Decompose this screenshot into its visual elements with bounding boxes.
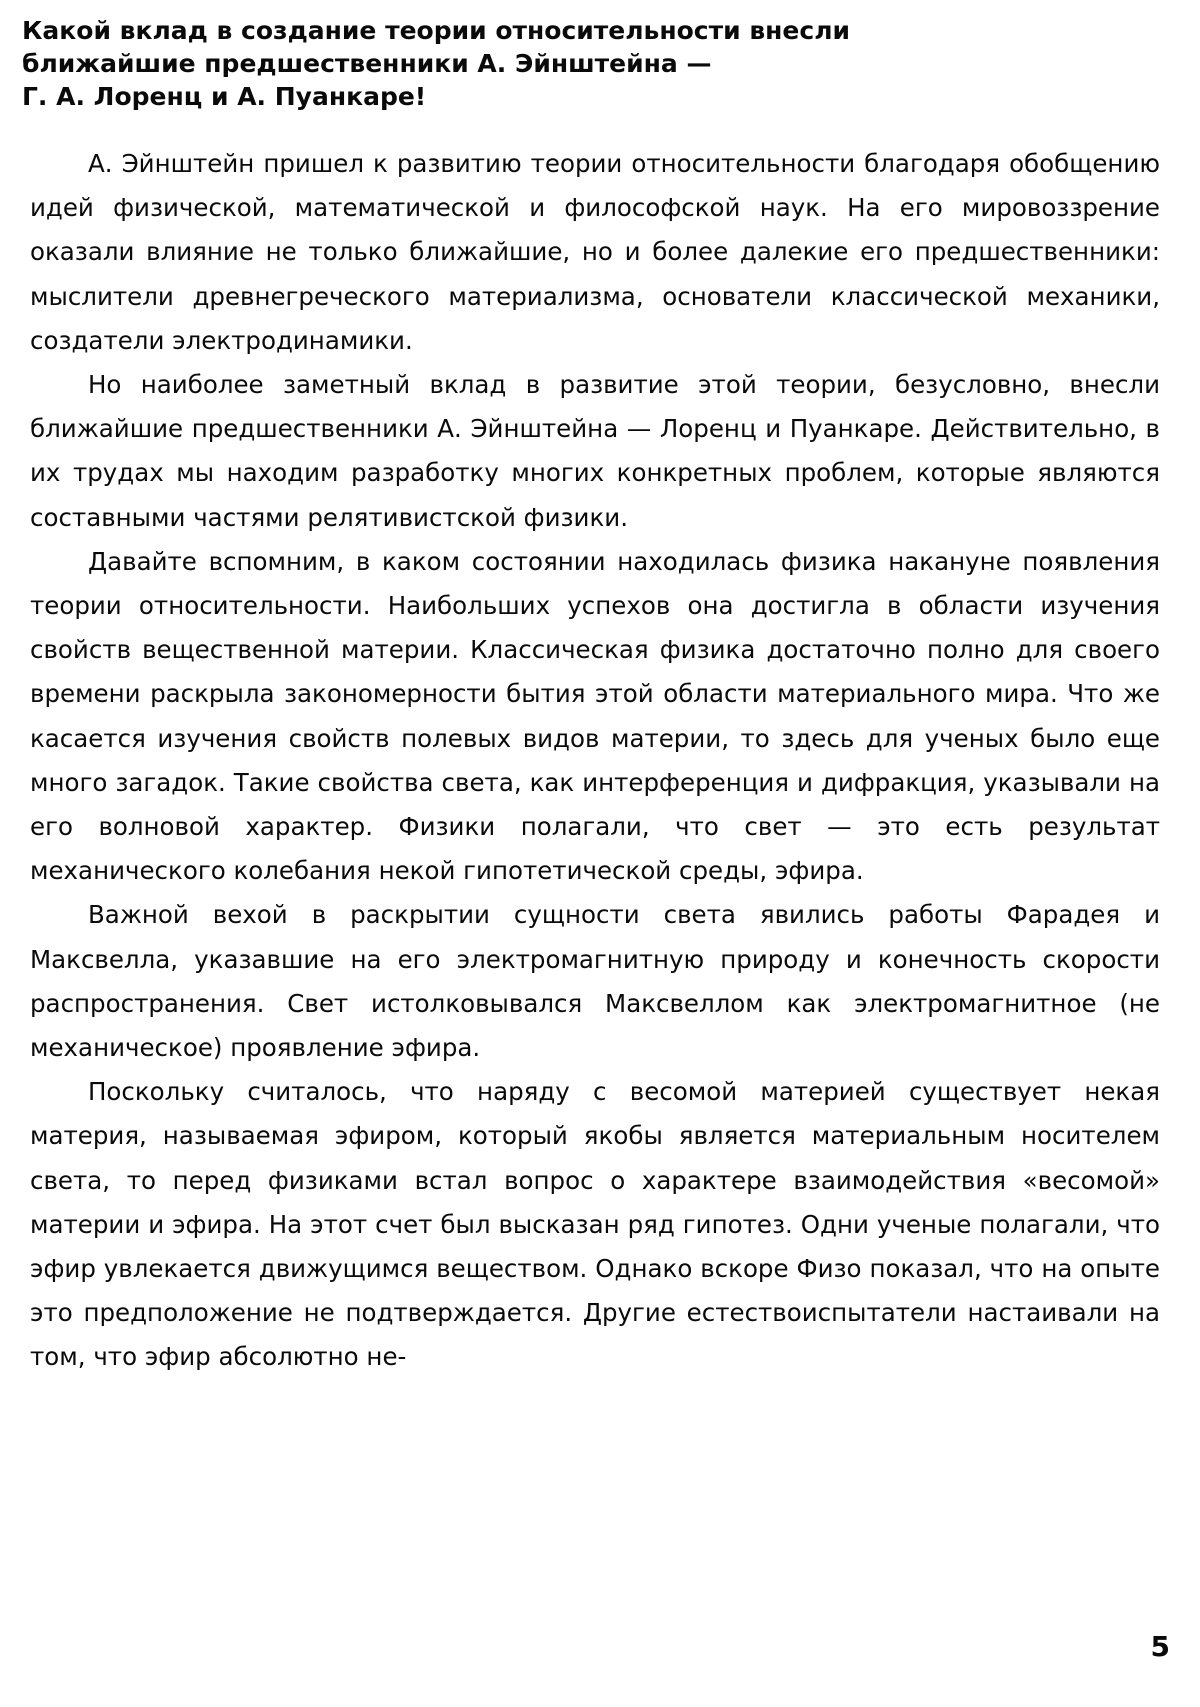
paragraph-2: Но наиболее заметный вклад в развитие этой теории, безусловно, внесли ближайшие предшественники А. Эйнштейна — Лоренц и Пуанкаре. Действительно, в их трудах мы находим разработку многих конкретных проблем, которые являются составными частями релятивистской физики. (30, 370, 1160, 532)
body-text (30, 142, 1160, 1380)
section-heading (22, 14, 1022, 113)
page-number: 5 (1150, 1630, 1170, 1663)
paragraph-3: Давайте вспомним, в каком состоянии находилась физика накануне появления теории относительности. Наибольших успехов она достигла в области изучения свойств вещественной материи. Классическая физика достаточно полно для своего времени раскрыла закономерности бытия этой области материального мира. Что же касается изучения свойств полевых видов материи, то здесь для ученых было еще много загадок. Такие свойства света, как интерференция и дифракция, указывали на его волновой характер. Физики полагали, что свет — это есть результат механического колебания некой гипотетической среды, эфира. (30, 546, 1160, 886)
heading-line-1: Какой вклад в создание теории относительности внесли (22, 16, 851, 45)
paragraph-1: А. Эйнштейн пришел к развитию теории относительности благодаря обобщению идей физической, математической и философской наук. На его мировоззрение оказали влияние не только ближайшие, но и более далекие его предшественники: мыслители древнегреческого материализма, основатели классической механики, создатели электродинамики. (30, 149, 1160, 355)
paragraph-4: Важной вехой в раскрытии сущности света явились работы Фарадея и Максвелла, указавшие на его электромагнитную природу и конечность скорости распространения. Свет истолковывался Максвеллом как электромагнитное (не механическое) проявление эфира. (30, 900, 1160, 1063)
heading-line-2: ближайшие предшественники А. Эйнштейна — (22, 49, 712, 78)
paragraph-5: Поскольку считалось, что наряду с весомой материей существует некая материя, называемая эфиром, который якобы является материальным носителем света, то перед физиками встал вопрос о характере взаимодействия «весомой» материи и эфира. На этот счет был высказан ряд гипотез. Одни ученые полагали, что эфир увлекается движущимся веществом. Однако вскоре Физо показал, что на опыте это предположение не подтверждается. Другие естествоиспытатели настаивали на том, что эфир абсолютно не- (30, 1077, 1160, 1372)
heading-line-3: Г. А. Лоренц и А. Пуанкаре! (22, 82, 427, 111)
